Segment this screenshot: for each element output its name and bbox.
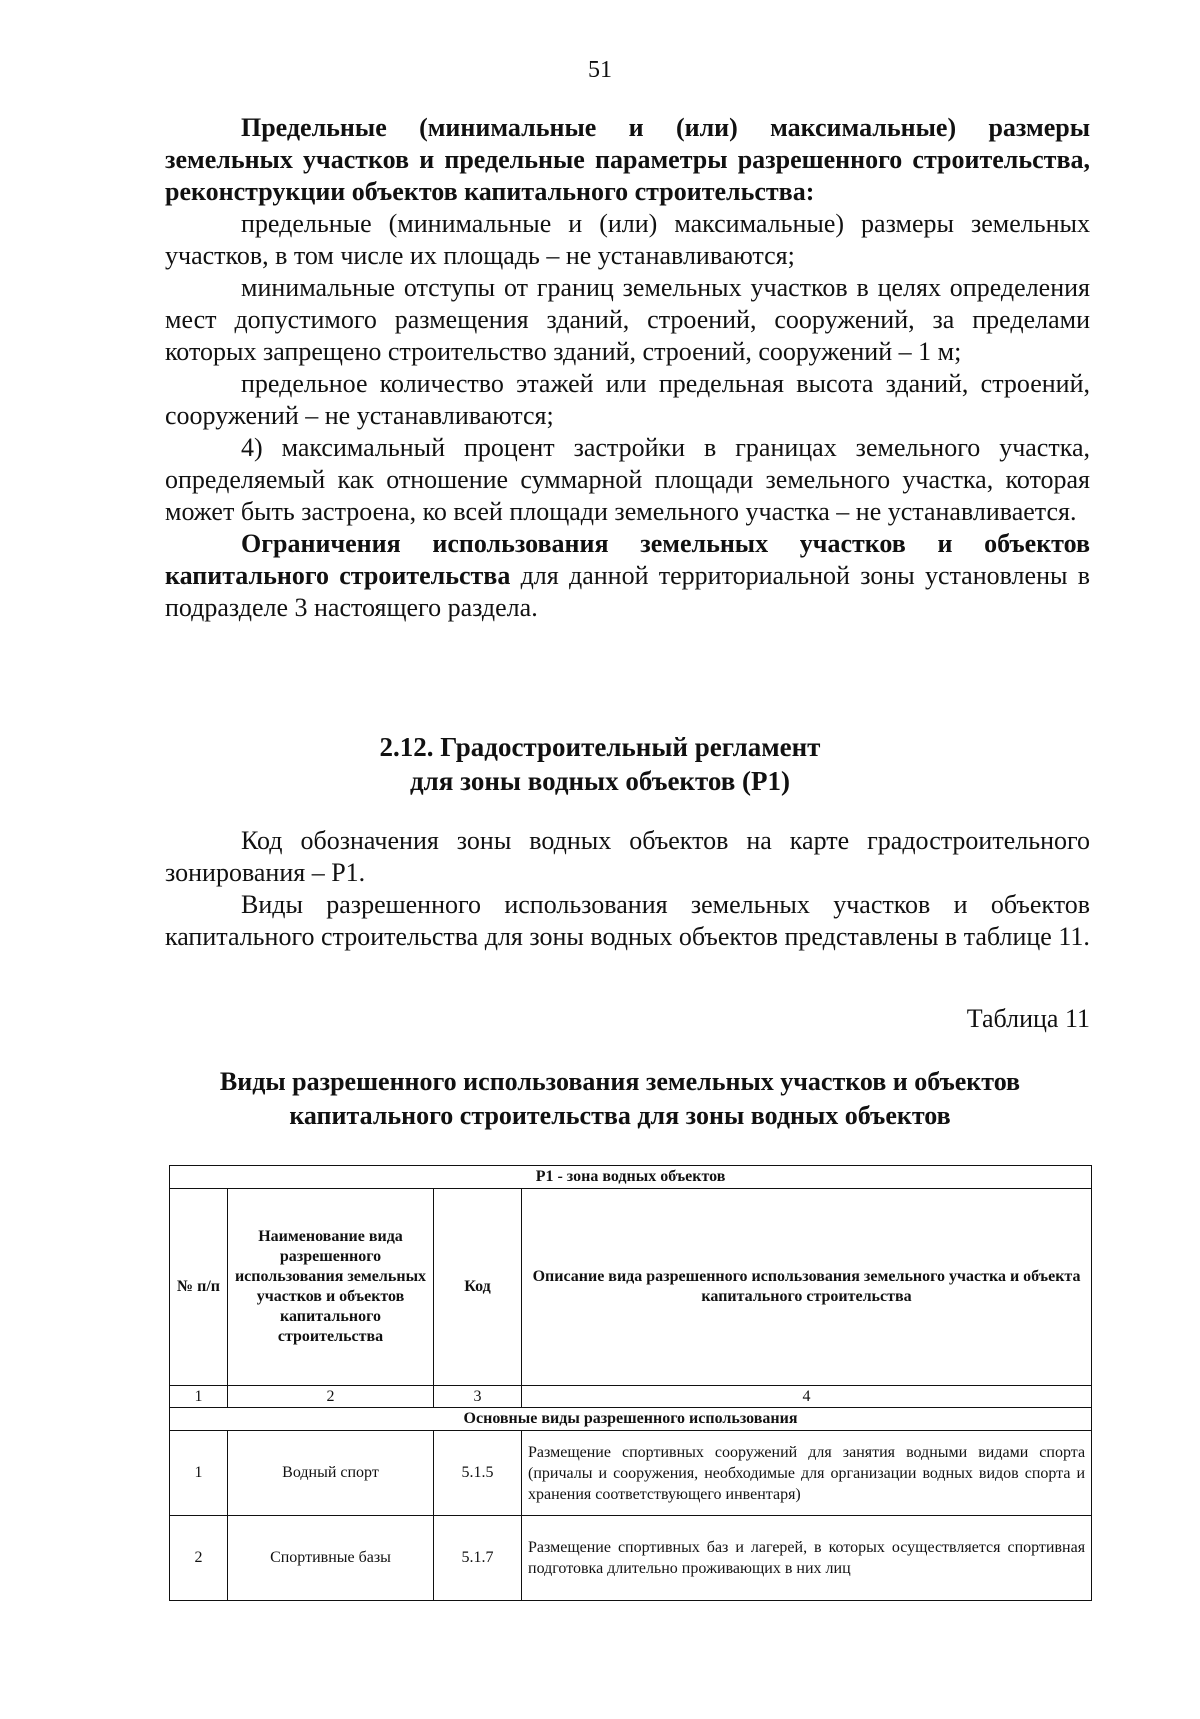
row-code: 5.1.7 (434, 1516, 522, 1601)
table-group-row (170, 1408, 1092, 1431)
section-paragraph: Код обозначения зоны водных объектов на карте градостроительного зонирования – Р1. (165, 826, 1090, 887)
intro-section (165, 112, 1090, 624)
intro-item: предельные (минимальные и (или) максимальные) размеры земельных участков, в том числе их площадь – не устанавливаются; (165, 209, 1090, 270)
intro-heading: Предельные (минимальные и (или) максимальные) размеры земельных участков и предельные параметры разрешенного строительства, реконструкции объектов капитального строительства: (165, 113, 1090, 206)
table-column-number-row (170, 1386, 1092, 1408)
column-number: 1 (170, 1386, 228, 1408)
section-title-line2: для зоны водных объектов (Р1) (409, 766, 791, 796)
column-number: 2 (228, 1386, 434, 1408)
row-code: 5.1.5 (434, 1431, 522, 1516)
column-header-name: Наименование вида разрешенного использования земельных участков и объектов капитального строительства (228, 1189, 434, 1386)
row-description: Размещение спортивных сооружений для занятия водными видами спорта (причалы и сооружения, необходимые для организации водных видов спорта и хранения соответствующего инвентаря) (522, 1431, 1092, 1516)
column-number: 4 (522, 1386, 1092, 1408)
table-row (170, 1431, 1092, 1516)
regulations-table (169, 1165, 1092, 1601)
table-title: Виды разрешенного использования земельных участков и объектов капитального строительства для зоны водных объектов (219, 1067, 1021, 1130)
restrictions-paragraph (165, 528, 1090, 624)
table-header-row (170, 1189, 1092, 1386)
table-caption-label: Таблица 11 (966, 1004, 1090, 1033)
row-name: Водный спорт (228, 1431, 434, 1516)
restrictions-rest: для данной территориальной зоны установлены в подразделе 3 настоящего раздела. (165, 561, 1090, 622)
section-paragraph: Виды разрешенного использования земельных участков и объектов капитального строительства для зоны водных объектов представлены в таблице 11. (165, 890, 1090, 951)
page-number: 51 (588, 57, 612, 83)
row-number: 2 (170, 1516, 228, 1601)
column-number: 3 (434, 1386, 522, 1408)
intro-item: предельное количество этажей или предельная высота зданий, строений, сооружений – не устанавливаются; (165, 369, 1090, 430)
row-name: Спортивные базы (228, 1516, 434, 1601)
column-header-description: Описание вида разрешенного использования земельного участка и объекта капитального строительства (522, 1189, 1092, 1386)
section-body (165, 825, 1090, 953)
table-row (170, 1516, 1092, 1601)
column-header-number: № п/п (170, 1189, 228, 1386)
column-header-code: Код (434, 1189, 522, 1386)
section-title-line1: 2.12. Градостроительный регламент (379, 732, 821, 762)
group-header: Основные виды разрешенного использования (170, 1408, 1092, 1431)
zone-header: Р1 - зона водных объектов (170, 1166, 1092, 1189)
restrictions-bold: Ограничения использования земельных участков и объектов капитального строительства (165, 529, 1090, 590)
table-zone-row (170, 1166, 1092, 1189)
intro-item: минимальные отступы от границ земельных участков в целях определения мест допустимого размещения зданий, строений, сооружений, за пределами которых запрещено строительство зданий, строений, сооружений – 1 м; (165, 273, 1090, 366)
row-description: Размещение спортивных баз и лагерей, в которых осуществляется спортивная подготовка длительно проживающих в них лиц (522, 1516, 1092, 1601)
intro-item: 4) максимальный процент застройки в границах земельного участка, определяемый как отношение суммарной площади земельного участка, которая может быть застроена, ко всей площади земельного участка – не устанавливается. (165, 433, 1090, 526)
row-number: 1 (170, 1431, 228, 1516)
